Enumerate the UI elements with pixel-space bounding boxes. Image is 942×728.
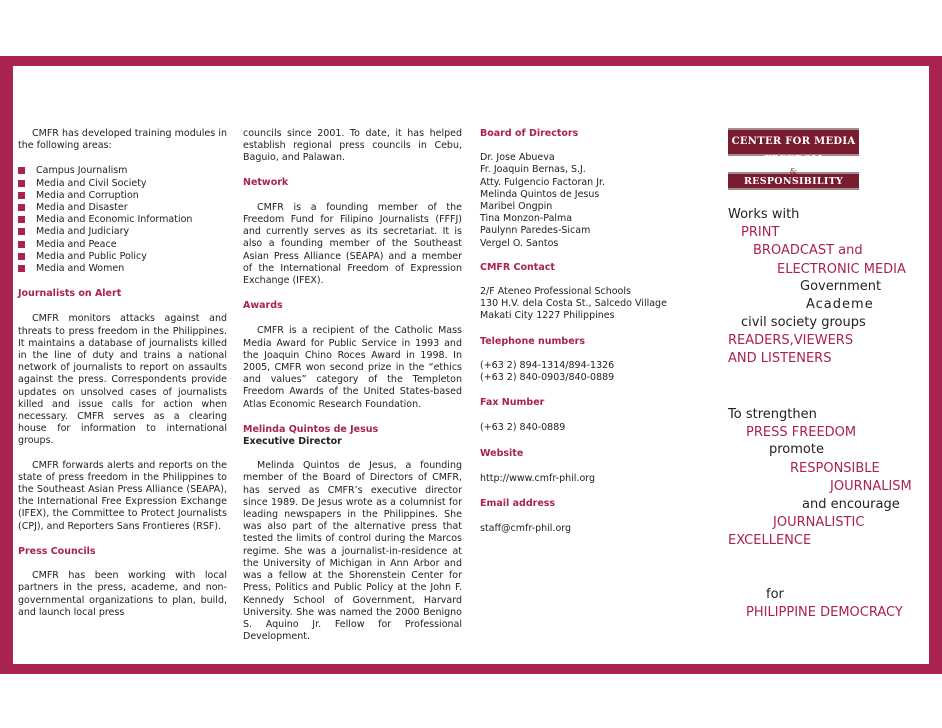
- training-module-item: Media and Public Policy: [18, 251, 227, 263]
- logo-ampersand: &: [789, 167, 798, 176]
- press-councils-heading: Press Councils: [18, 545, 96, 557]
- slogan-works-with: Works with: [728, 207, 800, 222]
- cmfr-logo: [728, 128, 859, 190]
- training-module-item: Media and Judiciary: [18, 226, 227, 238]
- logo-line-1: CENTER FOR MEDIA: [731, 136, 856, 147]
- address-line: 2/F Ateneo Professional Schools: [480, 286, 631, 298]
- awards-heading: Awards: [243, 300, 283, 312]
- slogan-broadcast: BROADCAST and: [753, 243, 863, 258]
- network-heading: Network: [243, 176, 289, 188]
- slogan-government: Government: [800, 279, 882, 294]
- training-module-item: Media and Economic Information: [18, 214, 227, 226]
- journalists-alert-paragraph-1: CMFR monitors attacks against and threats to press freedom in the Philippines. It maintains a database of journalists killed in the line of duty and trains a national network of journalists to report on assaults against the press. Correspondents provide updates on unsolved cases of journalists killed and issue calls for action when necessary. CMFR serves as a clearing house for information to international groups.: [18, 313, 227, 447]
- network-paragraph: CMFR is a founding member of the Freedom Fund for Filipino Journalists (FFFJ) and currently serves as its secretariat. It is also a founding member of the Southeast Asian Press Alliance (SEAPA) and a member of the International Freedom of Expression Exchange (IFEX).: [243, 201, 462, 287]
- slogan-journalistic: JOURNALISTIC: [773, 515, 865, 530]
- fax-number: (+63 2) 840-0889: [480, 422, 566, 434]
- slogan-listeners: AND LISTENERS: [728, 351, 832, 366]
- training-module-item: Media and Women: [18, 263, 227, 275]
- email-heading: Email address: [480, 498, 556, 510]
- telephone-number: (+63 2) 894-1314/894-1326: [480, 359, 615, 371]
- board-member: Tina Monzon-Palma: [480, 213, 573, 225]
- slogan-print: PRINT: [741, 225, 780, 240]
- journalists-alert-paragraph-2: CMFR forwards alerts and reports on the state of press freedom in the Philippines to the Southeast Asian Press Alliance (SEAPA), the International Free Expression Exchange (IFEX), the Committee to Protect Journalists (CPJ), and Reporters Sans Frontieres (RSF).: [18, 459, 227, 532]
- contact-heading: CMFR Contact: [480, 261, 555, 273]
- press-councils-continued: councils since 2001. To date, it has helped establish regional press councils in Cebu, Baguio, and Palawan.: [243, 128, 462, 164]
- board-member: Melinda Quintos de Jesus: [480, 188, 600, 200]
- column-network-awards: [243, 128, 462, 643]
- column-training: [18, 128, 227, 619]
- address-line: 130 H.V. dela Costa St., Salcedo Village: [480, 298, 667, 310]
- slogan-responsible: RESPONSIBLE: [790, 461, 880, 476]
- slogan-philippine-democracy: PHILIPPINE DEMOCRACY: [746, 605, 903, 620]
- board-heading: Board of Directors: [480, 128, 579, 139]
- journalists-alert-heading: Journalists on Alert: [18, 288, 122, 300]
- training-intro: CMFR has developed training modules in the following areas:: [18, 128, 227, 152]
- telephone-heading: Telephone numbers: [480, 335, 585, 347]
- website-url[interactable]: http://www.cmfr-phil.org: [480, 472, 596, 484]
- slogan-for: for: [766, 587, 784, 602]
- website-heading: Website: [480, 447, 524, 459]
- slogan-encourage: and encourage: [802, 497, 900, 512]
- board-member: Paulynn Paredes-Sicam: [480, 225, 591, 237]
- telephone-number: (+63 2) 840-0903/840-0889: [480, 372, 615, 384]
- column-contact: [480, 128, 665, 535]
- training-module-item: Media and Peace: [18, 239, 227, 251]
- slogan-strengthen: To strengthen: [728, 407, 817, 422]
- slogan-journalism: JOURNALISM: [830, 479, 912, 494]
- press-councils-paragraph: CMFR has been working with local partners in the press, academe, and non-governmental organizations to plan, build, and launch local press: [18, 570, 227, 618]
- slogan-academe: Academe: [806, 297, 874, 312]
- training-modules-list: [18, 165, 227, 275]
- executive-bio: Melinda Quintos de Jesus, a founding member of the Board of Directors of CMFR, has served as CMFR’s executive director since 1989. De Jesus wrote as a columnist for leading newspapers in the Philippines. She was also part of the alternative press that tested the limits of control during the Marcos regime. She was a journalist-in-residence at the University of Michigan in Ann Arbor and was a fellow at the Shorenstein Center for Press, Politics and Public Policy at the John F. Kennedy School of Government, Harvard University. She was named the 2000 Benigno S. Aquino Jr. Fellow for Professional Development.: [243, 460, 462, 643]
- slogan-readers: READERS,VIEWERS: [728, 333, 854, 348]
- board-member: Fr. Joaquin Bernas, S.J.: [480, 164, 586, 176]
- slogan-press-freedom: PRESS FREEDOM: [746, 425, 857, 440]
- training-module-item: Media and Corruption: [18, 190, 227, 202]
- board-member: Dr. Jose Abueva: [480, 152, 555, 164]
- board-member: Maribel Ongpin: [480, 201, 553, 213]
- slogan-excellence: EXCELLENCE: [728, 533, 812, 548]
- board-list: [480, 152, 665, 250]
- executive-name: Melinda Quintos de Jesus: [243, 423, 379, 435]
- address-block: [480, 286, 665, 323]
- logo-line-2: FREEDOM: [764, 154, 823, 165]
- fax-heading: Fax Number: [480, 397, 545, 409]
- slogan-electronic-media: ELECTRONIC MEDIA: [777, 262, 906, 277]
- email-address[interactable]: staff@cmfr-phil.org: [480, 523, 572, 535]
- address-line: Makati City 1227 Philippines: [480, 310, 615, 322]
- board-member: Atty. Fulgencio Factoran Jr.: [480, 176, 606, 188]
- training-module-item: Media and Civil Society: [18, 178, 227, 190]
- training-module-item: Campus Journalism: [18, 165, 227, 177]
- slogan-promote: promote: [769, 442, 824, 457]
- logo-line-3: RESPONSIBILITY: [743, 176, 844, 187]
- slogan-civil-society: civil society groups: [741, 315, 866, 330]
- board-member: Vergel O. Santos: [480, 237, 559, 249]
- telephone-list: [480, 360, 665, 384]
- training-module-item: Media and Disaster: [18, 202, 227, 214]
- awards-paragraph: CMFR is a recipient of the Catholic Mass Media Award for Public Service in 1993 and the Joaquin Chino Roces Award in 1998. In 2005, CMFR won second prize in the “ethics and values” category of the Templeton Freedom Awards of the United States-based Atlas Economic Research Foundation.: [243, 325, 462, 410]
- executive-title: Executive Director: [243, 436, 342, 448]
